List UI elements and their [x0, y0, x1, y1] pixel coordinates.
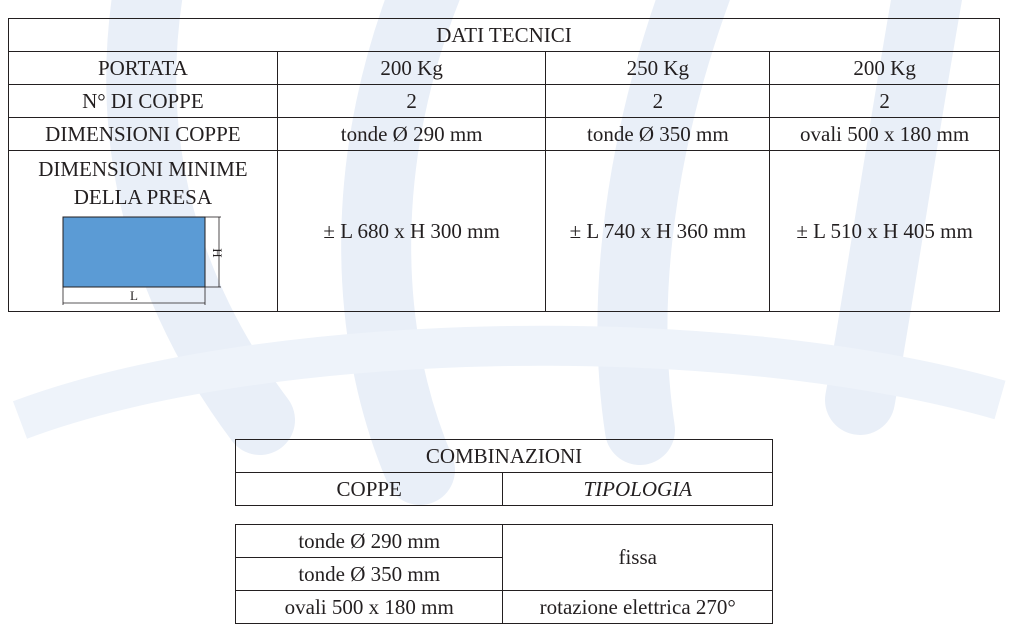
cell-value: 2 [277, 85, 546, 118]
table-row [9, 52, 1000, 85]
cell-value: ± L 510 x H 405 mm [770, 151, 1000, 312]
row-label: PORTATA [9, 52, 278, 85]
cell-value: ± L 740 x H 360 mm [546, 151, 770, 312]
cell-value: 2 [770, 85, 1000, 118]
grip-dimension-diagram [61, 215, 231, 311]
cell-value: tonde Ø 290 mm [236, 525, 503, 558]
row-label: N° DI COPPE [9, 85, 278, 118]
table-title: DATI TECNICI [9, 19, 1000, 52]
cell-value: 200 Kg [277, 52, 546, 85]
cell-value: tonde Ø 350 mm [236, 558, 503, 591]
cell-value: 250 Kg [546, 52, 770, 85]
cell-value: rotazione elettrica 270° [503, 591, 773, 624]
height-label: H [210, 248, 225, 258]
table-row [9, 151, 1000, 312]
cell-value: ± L 680 x H 300 mm [277, 151, 546, 312]
table-title: COMBINAZIONI [236, 440, 773, 473]
cell-value: tonde Ø 350 mm [546, 118, 770, 151]
cell-value: tonde Ø 290 mm [277, 118, 546, 151]
table-row [236, 525, 773, 558]
table-row [9, 118, 1000, 151]
combinations-header-table [235, 439, 773, 506]
technical-data-table [8, 18, 1000, 312]
combinations-table [235, 524, 773, 624]
table-row [9, 85, 1000, 118]
label-line: DELLA PRESA [73, 185, 213, 209]
label-line: DIMENSIONI MINIME [38, 157, 248, 181]
column-header-tipologia: TIPOLOGIA [503, 473, 773, 506]
cell-value: 200 Kg [770, 52, 1000, 85]
grip-area-rect [63, 217, 205, 287]
cell-value: 2 [546, 85, 770, 118]
column-header-coppe: COPPE [236, 473, 503, 506]
length-label: L [130, 288, 138, 303]
row-label-cell [9, 151, 278, 312]
table-row [236, 591, 773, 624]
row-label [9, 155, 277, 211]
row-label: DIMENSIONI COPPE [9, 118, 278, 151]
cell-value: fissa [503, 525, 773, 591]
cell-value: ovali 500 x 180 mm [770, 118, 1000, 151]
cell-value: ovali 500 x 180 mm [236, 591, 503, 624]
